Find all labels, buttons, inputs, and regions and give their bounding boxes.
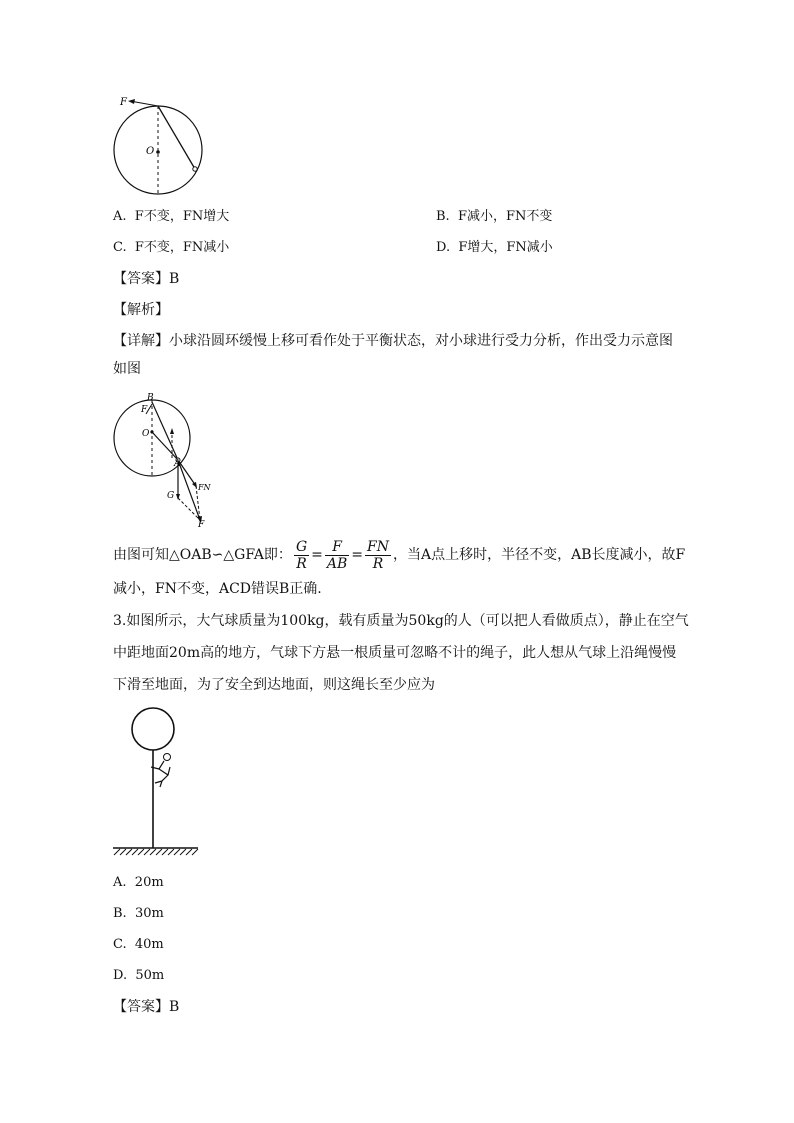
label-O: O xyxy=(142,429,150,439)
label-O: O xyxy=(146,146,155,157)
q3-option-c: C. 40m xyxy=(113,937,164,952)
answer-q2: 【答案】B xyxy=(113,271,180,287)
q3-option-a: A. 20m xyxy=(113,875,164,890)
conclusion-line2: 减小，FN不变，ACD错误B正确. xyxy=(113,581,322,597)
dashed-G-to-F xyxy=(178,498,200,520)
answer-q3: 【答案】B xyxy=(113,999,180,1015)
person-head xyxy=(164,754,171,761)
option-a: A. F不变，FN增大 xyxy=(113,209,230,224)
ball xyxy=(193,167,197,171)
conclusion-line1: 由图可知△OAB∽△GFA即： $\frac{G}{R}$ = $\frac{F}{AB}$ = $\frac{FN}{R}$ ，当A点上移时，半径不变，AB长度减小，故F xyxy=(113,538,686,572)
label-G: G xyxy=(167,491,175,501)
label-FN: FN xyxy=(198,483,211,492)
q3-option-d: D. 50m xyxy=(113,968,165,983)
label-B: B xyxy=(147,393,154,403)
label-F-top: F xyxy=(141,405,148,415)
label-F: F xyxy=(120,97,127,108)
detail-line2: 如图 xyxy=(113,361,141,377)
balloon xyxy=(132,708,174,750)
chord-AB xyxy=(152,402,178,460)
person-body xyxy=(151,761,170,787)
option-b: B. F减小，FN不变 xyxy=(436,209,553,224)
figure-circle-force xyxy=(108,92,218,200)
chord-line xyxy=(158,106,195,169)
option-d: D. F增大，FN减小 xyxy=(436,240,553,255)
fraction-FN-over-R: $\frac{FN}{R}$ xyxy=(367,538,389,572)
conclusion-prefix: 由图可知△OAB∽△GFA即： xyxy=(113,547,292,563)
question3-line1: 3.如图所示，大气球质量为100kg，载有质量为50kg的人（可以把人看做质点），静止在空气 xyxy=(113,613,689,629)
center-dot xyxy=(150,430,153,433)
label-A: A xyxy=(174,459,181,469)
ground-hatch xyxy=(114,849,198,855)
figure-balloon xyxy=(110,705,205,860)
force-arrow-head xyxy=(128,99,135,104)
normal-force-FN xyxy=(178,460,196,486)
label-F-bottom: F xyxy=(198,520,205,530)
force-F-bottom xyxy=(178,460,200,520)
fraction-G-over-R: $\frac{G}{R}$ xyxy=(295,538,308,572)
q3-option-b: B. 30m xyxy=(113,906,164,921)
option-c: C. F不变，FN减小 xyxy=(113,240,230,255)
question3-line3: 下滑至地面，为了安全到达地面，则这绳长至少应为 xyxy=(113,677,435,693)
center-dot xyxy=(156,150,160,154)
question3-line2: 中距地面20m高的地方，气球下方悬一根质量可忽略不计的绳子，此人想从气球上沿绳慢慢 xyxy=(113,645,677,661)
conclusion-suffix: ，当A点上移时，半径不变，AB长度减小，故F xyxy=(392,547,686,563)
detail-line1: 【详解】小球沿圆环缓慢上移可看作处于平衡状态，对小球进行受力分析，作出受力示意图 xyxy=(113,333,673,349)
analysis-heading: 【解析】 xyxy=(113,302,169,318)
figure-force-diagram xyxy=(110,390,220,530)
fraction-F-over-AB: $\frac{F}{AB}$ xyxy=(326,538,348,572)
radius-OA xyxy=(152,432,178,460)
